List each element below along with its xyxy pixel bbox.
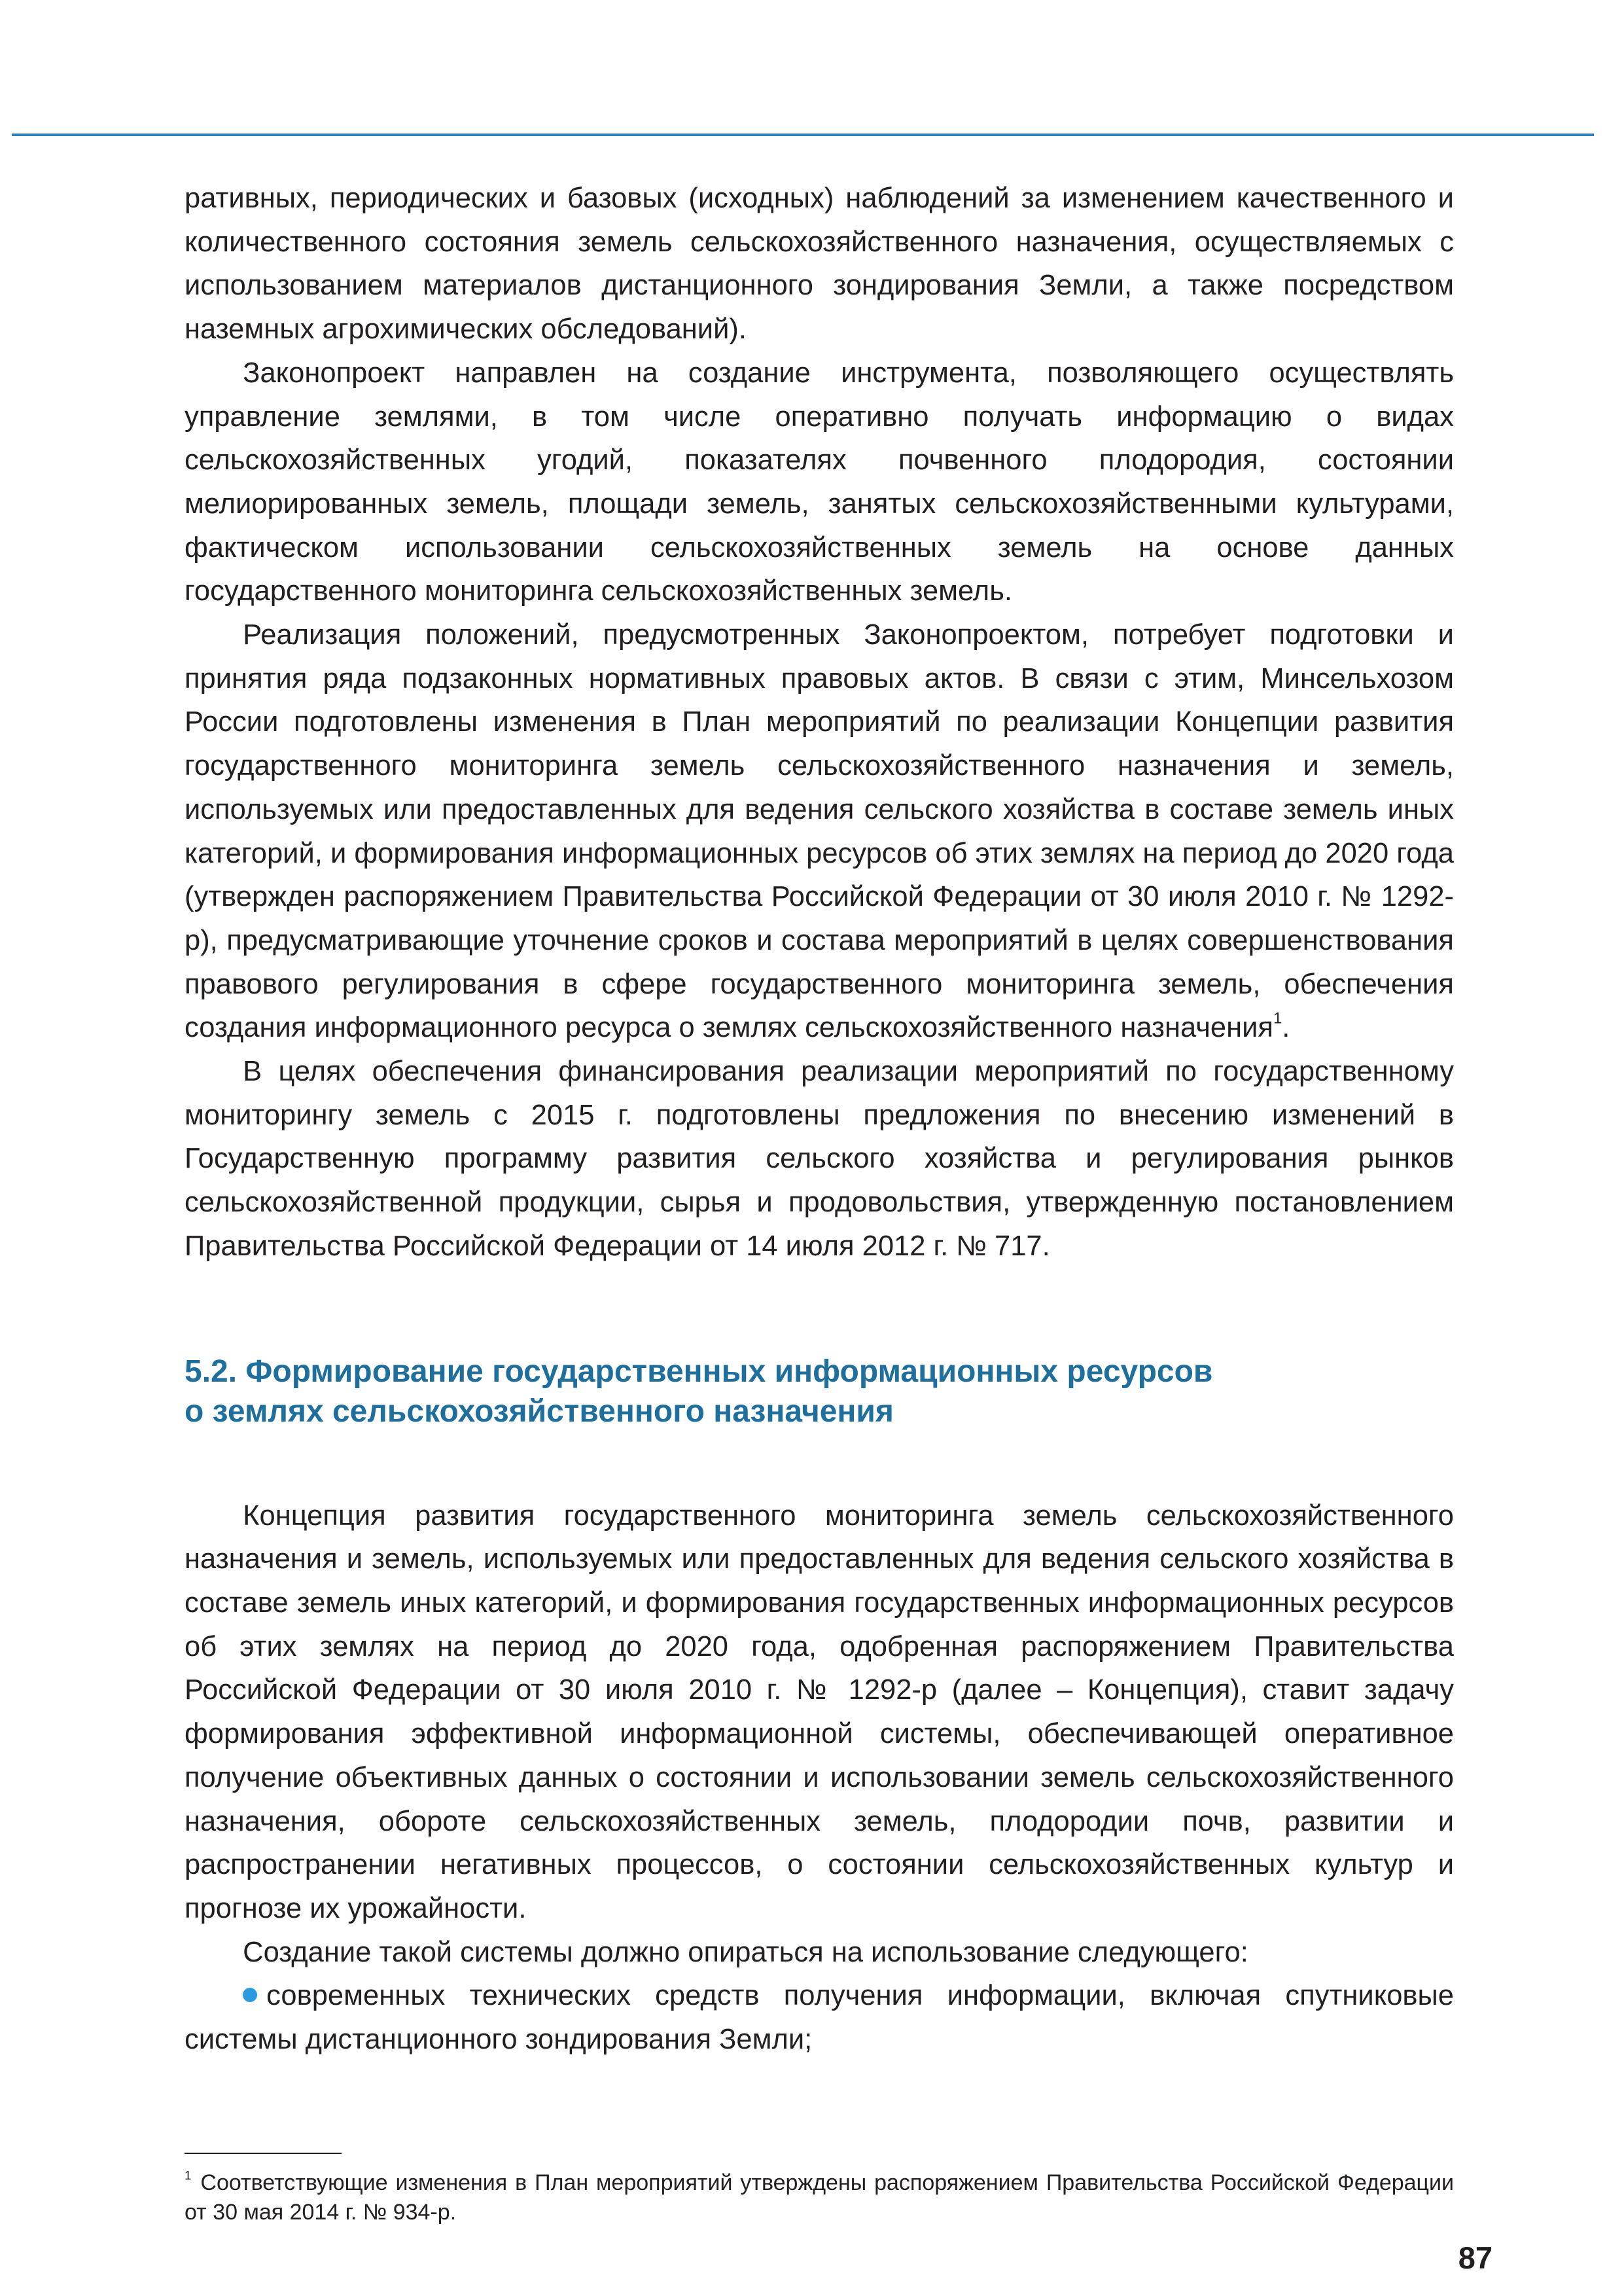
- bullet-item: [185, 1974, 1454, 2061]
- paragraph-1: ративных, периодических и базовых (исходных) наблюдений за изменением качественного и количественного состояния земель сельскохозяйственного назначения, осуществляемых с использованием материалов дистанционного зондирования Земли, а также посредством наземных агрохимических обследований).: [185, 183, 1454, 346]
- footnote-reference[interactable]: 1: [1273, 1010, 1282, 1028]
- page-number: 87: [1458, 2240, 1492, 2275]
- paragraph-3: Реализация положений, предусмотренных Законопроектом, потребует подготовки и принятия ряда подзаконных нормативных правовых актов. В связи с этим, Минсельхозом России подготовлены изменения в План мероприятий по реализации Концепции развития государственного мониторинга земель сельскохозяйственного назначения и земель, используемых или предоставленных для ведения сельского хозяйства в составе земель иных категорий, и формирования информационных ресурсов об этих землях на период до 2020 года (утвержден распоряжением Правительства Российской Федерации от 30 июля 2010 г. № 1292-р), предусматривающие уточнение сроков и состава мероприятий в целях совершенствования правового регулирования в сфере государственного мониторинга земель, обеспечения создания информационного ресурса о землях сельскохозяйственного назначения$^1$.: [185, 619, 1454, 1044]
- section-heading-line-2: о землях сельскохозяйственного назначения: [185, 1393, 894, 1429]
- bullet-item-text: современных технических средств получения информации, включая спутниковые системы дистанционного зондирования Земли;: [185, 1980, 1454, 2056]
- paragraph-4: В целях обеспечения финансирования реализации мероприятий по государственному мониторингу земель с 2015 г. подготовлены предложения по внесению изменений в Государственную программу развития сельского хозяйства и регулирования рынков сельскохозяйственной продукции, сырья и продовольствия, утвержденную постановлением Правительства Российской Федерации от 14 июля 2012 г. № 717.: [185, 1056, 1454, 1262]
- page-body: [185, 177, 1454, 2062]
- section-heading: [185, 1352, 1454, 1431]
- paragraph-3-text: Реализация положений, предусмотренных Законопроектом, потребует подготовки и принятия ряда подзаконных нормативных правовых актов. В связи с этим, Минсельхозом России подготовлены изменения в План мероприятий по реализации Концепции развития государственного мониторинга земель сельскохозяйственного назначения и земель, используемых или предоставленных для ведения сельского хозяйства в составе земель иных категорий, и формирования информационных ресурсов об этих землях на период до 2020 года (утвержден распоряжением Правительства Российской Федерации от 30 июля 2010 г. № 1292-р), предусматривающие уточнение сроков и состава мероприятий в целях совершенствования правового регулирования в сфере государственного мониторинга земель, обеспечения создания информационного ресурса о землях сельскохозяйственного назначения: [185, 619, 1454, 1044]
- header-rule: [12, 134, 1594, 136]
- section-heading-line-1: 5.2. Формирование государственных информационных ресурсов: [185, 1354, 1213, 1389]
- footnote-divider: [185, 2153, 342, 2154]
- footnote-number: 1: [185, 2168, 192, 2183]
- footnote-text: Соответствующие изменения в План мероприятий утверждены распоряжением Правительства Российской Федерации от 30 мая 2014 г. № 934-р.: [185, 2170, 1454, 2225]
- section-paragraph-1: Концепция развития государственного мониторинга земель сельскохозяйственного назначения и земель, используемых или предоставленных для ведения сельского хозяйства в составе земель иных категорий, и формирования государственных информационных ресурсов об этих землях на период до 2020 года, одобренная распоряжением Правительства Российской Федерации от 30 июля 2010 г. № 1292-р (далее – Концепция), ставит задачу формирования эффективной информационной системы, обеспечивающей оперативное получение объективных данных о состоянии и использовании земель сельскохозяйственного назначения, обороте сельскохозяйственных земель, плодородии почв, развитии и распространении негативных процессов, о состоянии сельскохозяйственных культур и прогнозе их урожайности.: [185, 1499, 1454, 1924]
- paragraph-2: Законопроект направлен на создание инструмента, позволяющего осуществлять управление землями, в том числе оперативно получать информацию о видах сельскохозяйственных угодий, показателях почвенного плодородия, состоянии мелиорированных земель, площади земель, занятых сельскохозяйственными культурами, фактическом использовании сельскохозяйственных земель на основе данных государственного мониторинга сельскохозяйственных земель.: [185, 357, 1454, 607]
- section-paragraph-2: Создание такой системы должно опираться на использование следующего:: [243, 1936, 1248, 1968]
- footnote: [185, 2168, 1454, 2227]
- bullet-dot-icon: [243, 1988, 257, 2002]
